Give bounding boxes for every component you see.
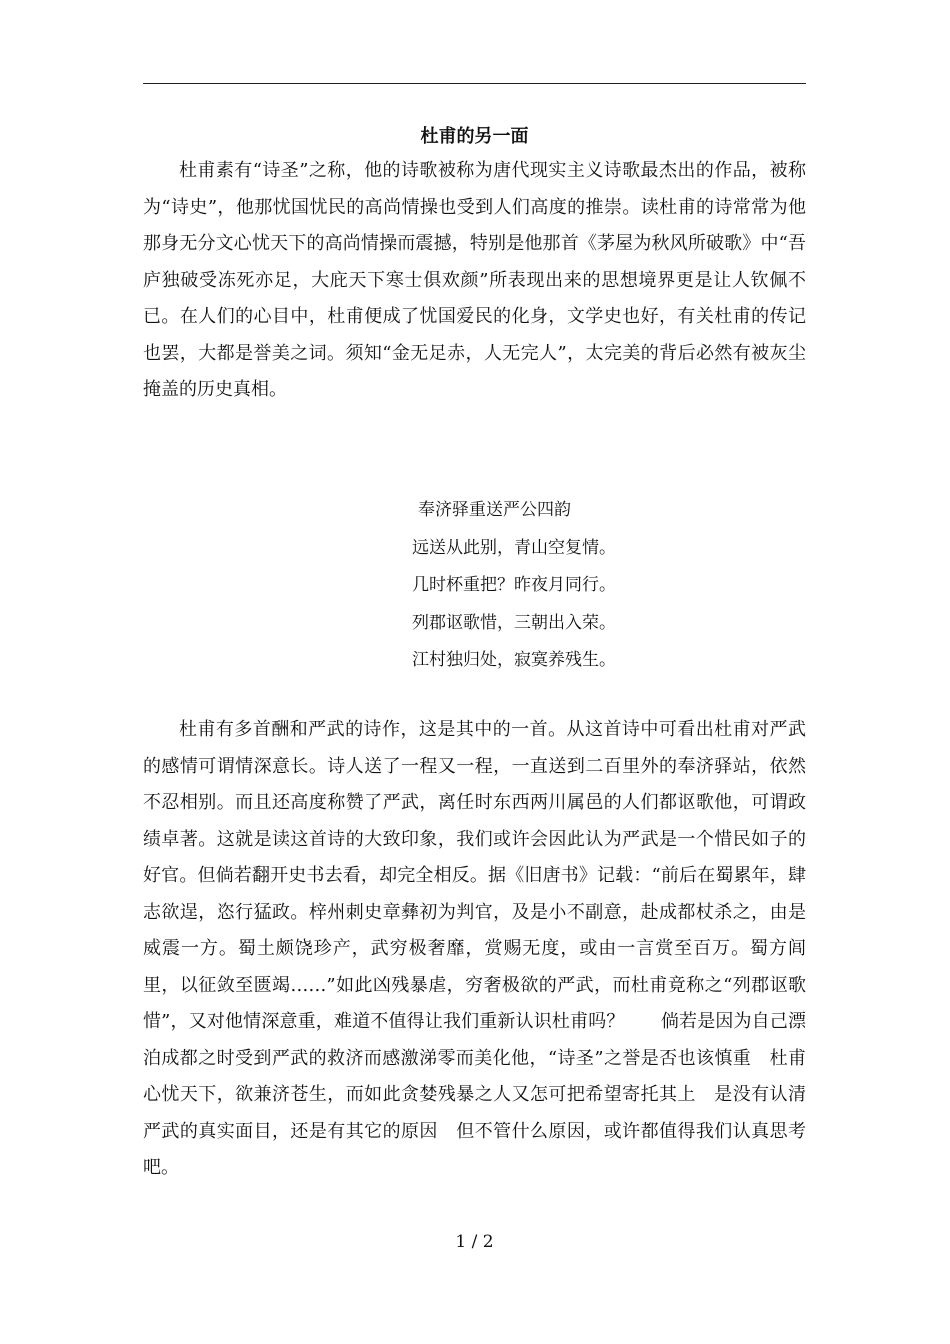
header-rule xyxy=(143,83,806,84)
document-title: 杜甫的另一面 xyxy=(420,126,529,147)
analysis-paragraph: 杜甫有多首酬和严武的诗作，这是其中的一首。从这首诗中可看出杜甫对严武的感情可谓情深意长。诗人送了一程又一程，一直送到二百里外的奉济驿站，依然不忍相别。而且还高度称赞了严武，离任时东西两川属邑的人们都讴歌他，可谓政绩卓著。这就是读这首诗的大致印象，我们或许会因此认为严武是一个惜民如子的好官。但倘若翻开史书去看，却完全相反。据《旧唐书》记载：“前后在蜀累年，肆志欲逞，恣行猛政。梓州刺史章彝初为判官，及是小不副意，赴成都杖杀之，由是威震一方。蜀土颇饶珍产，武穷极奢靡，赏赐无度，或由一言赏至百万。蜀方闾里，以征敛至匮竭……”如此凶残暴虐，穷奢极欲的严武，而杜甫竟称之“列郡讴歌惜”，又对他情深意重，难道不值得让我们重新认识杜甫吗？ 倘若是因为自己漂泊成都之时受到严武的救济而感激涕零而美化他，“诗圣”之誉是否也该慎重 杜甫心忧天下，欲兼济苍生，而如此贪婪残暴之人又怎可把希望寄托其上 是没有认清严武的真实面目，还是有其它的原因 但不管什么原因，或许都值得我们认真思考吧。 xyxy=(143,719,806,1178)
poem-line-1: 远送从此别，青山空复情。 xyxy=(412,537,616,558)
poem-line-4: 江村独归处，寂寞养残生。 xyxy=(412,650,616,670)
poem-block xyxy=(143,492,806,680)
intro-paragraph: 杜甫素有“诗圣”之称，他的诗歌被称为唐代现实主义诗歌最杰出的作品，被称为“诗史”，他那忧国忧民的高尚情操也受到人们高度的推崇。读杜甫的诗常常为他那身无分文心忧天下的高尚情操而震撼，特别是他那首《茅屋为秋风所破歌》中“吾庐独破受冻死亦足，大庇天下寒士俱欢颜”所表现出来的思想境界更是让人钦佩不已。在人们的心目中，杜甫便成了忧国爱民的化身，文学史也好，有关杜甫的传记也罢，大都是誉美之词。须知“金无足赤，人无完人”，太完美的背后必然有被灰尘掩盖的历史真相。 xyxy=(143,160,806,400)
page-number: 1 / 2 xyxy=(455,1232,494,1252)
poem-title: 奉济驿重送严公四韵 xyxy=(418,500,571,520)
poem-line-3: 列郡讴歌惜，三朝出入荣。 xyxy=(412,612,616,633)
poem-line-2: 几时杯重把？昨夜月同行。 xyxy=(412,575,616,595)
